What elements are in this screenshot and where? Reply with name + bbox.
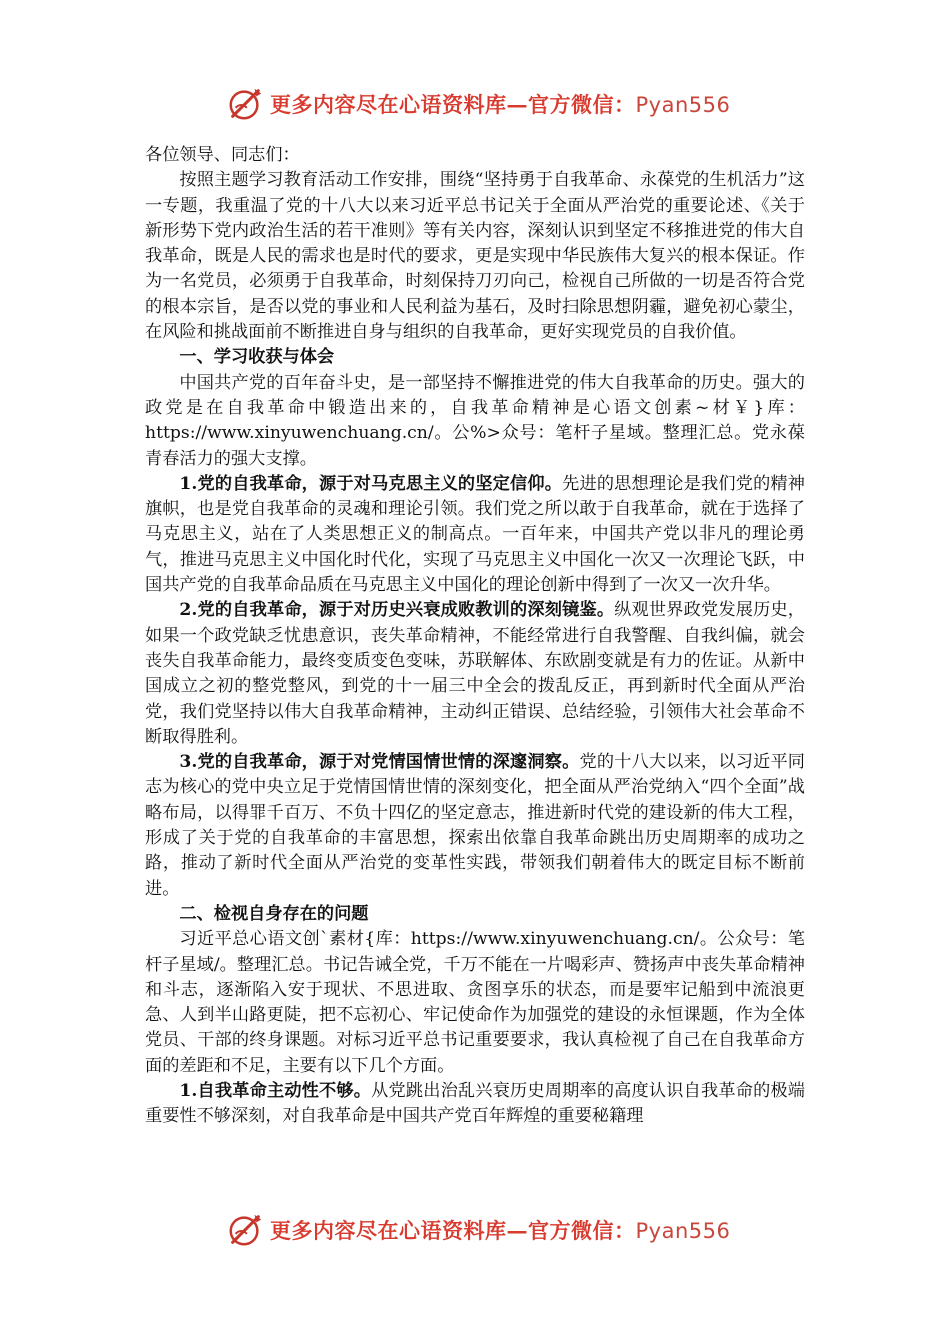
point-1-paragraph [145,472,805,598]
point-1-title: 1.党的自我革命，源于对马克思主义的坚定信仰。 [179,473,563,494]
greeting: 各位领导、同志们： [145,145,300,165]
footer-banner [0,1208,950,1252]
section-2-intro: 习近平总心语文创`素材{库：https://www.xinyuwenchuang.cn/。公众号：笔杆子星域/。整理汇总。书记告诫全党，千万不能在一片喝彩声、赞扬声中丧失革命精神和斗志，逐渐陷入安于现状、不思进取、贪图享乐的状态，而是要牢记船到中流浪更急、人到半山路更陡，把不忘初心、牢记使命作为加强党的建设的永恒课题，作为全体党员、干部的终身课题。对标习近平总书记重要要求，我认真检视了自己在自我革命方面的差距和不足，主要有以下几个方面。 [145,929,805,1076]
pen-logo-icon [226,1211,264,1249]
wechat-id: Pyan556 [635,1219,731,1243]
banner-text [270,89,730,119]
document-body [145,143,805,1130]
section-1-intro: 中国共产党的百年奋斗史，是一部坚持不懈推进党的伟大自我革命的历史。强大的政党是在自我革命中锻造出来的，自我革命精神是心语文创素~材￥}库：https://www.xinyuwenchuang.cn/。公%>众号：笔杆子星域。整理汇总。党永葆青春活力的强大支撑。 [145,372,805,469]
section-1-heading: 一、学习收获与体会 [179,347,335,368]
point-3-text: 党的十八大以来，以习近平同志为核心的党中央立足于党情国情世情的深刻变化，把全面从严治党纳入“四个全面”战略布局，以得罪千百万、不负十四亿的坚定意志，推进新时代党的建设新的伟大工程，形成了关于党的自我革命的丰富思想，探索出依靠自我革命跳出历史周期率的成功之路，推动了新时代全面从严治党的变革性实践，带领我们朝着伟大的既定目标不断前进。 [145,752,805,899]
point-3-paragraph [145,750,805,902]
intro-paragraph: 按照主题学习教育活动工作安排，围绕“坚持勇于自我革命、永葆党的生机活力”这一专题，我重温了党的十八大以来习近平总书记关于全面从严治党的重要论述、《关于新形势下党内政治生活的若干准则》等有关内容，深刻认识到坚定不移推进党的伟大自我革命，既是人民的需求也是时代的要求，更是实现中华民族伟大复兴的根本保证。作为一名党员，必须勇于自我革命，时刻保持刀刃向己，检视自己所做的一切是否符合党的根本宗旨，是否以党的事业和人民利益为基石，及时扫除思想阴霾，避免初心蒙尘，在风险和挑战面前不断推进自身与组织的自我革命，更好实现党员的自我价值。 [145,170,805,343]
banner-slogan: 更多内容尽在心语资料库—官方微信： [270,92,636,117]
issue-1-paragraph [145,1079,805,1130]
section-2-heading: 二、检视自身存在的问题 [179,903,369,924]
issue-1-title: 1.自我革命主动性不够。 [179,1080,372,1101]
banner-slogan: 更多内容尽在心语资料库—官方微信： [270,1218,636,1243]
banner-text [270,1215,730,1245]
wechat-id: Pyan556 [635,93,731,117]
point-2-title: 2.党的自我革命，源于对历史兴衰成败教训的深刻镜鉴。 [179,600,615,621]
point-2-paragraph [145,598,805,750]
header-banner [0,82,950,126]
point-1-text: 先进的思想理论是我们党的精神旗帜，也是党自我革命的灵魂和理论引领。我们党之所以敢于自我革命，就在于选择了马克思主义，站在了人类思想正义的制高点。一百年来，中国共产党以非凡的理论勇气，推进马克思主义中国化时代化，实现了马克思主义中国化一次又一次理论飞跃，中国共产党的自我革命品质在马克思主义中国化的理论创新中得到了一次又一次升华。 [145,473,805,596]
issue-1-text: 从党跳出治乱兴衰历史周期率的高度认识自我革命的极端重要性不够深刻，对自我革命是中国共产党百年辉煌的重要秘籍理 [145,1080,805,1127]
pen-logo-icon [226,85,264,123]
point-3-title: 3.党的自我革命，源于对党情国情世情的深邃洞察。 [179,752,580,773]
point-2-text: 纵观世界政党发展历史，如果一个政党缺乏忧患意识，丧失革命精神，不能经常进行自我警醒、自我纠偏，就会丧失自我革命能力，最终变质变色变味，苏联解体、东欧剧变就是有力的佐证。从新中国成立之初的整党整风，到党的十一届三中全会的拨乱反正，再到新时代全面从严治党，我们党坚持以伟大自我革命精神，主动纠正错误、总结经验，引领伟大社会革命不断取得胜利。 [145,600,805,747]
